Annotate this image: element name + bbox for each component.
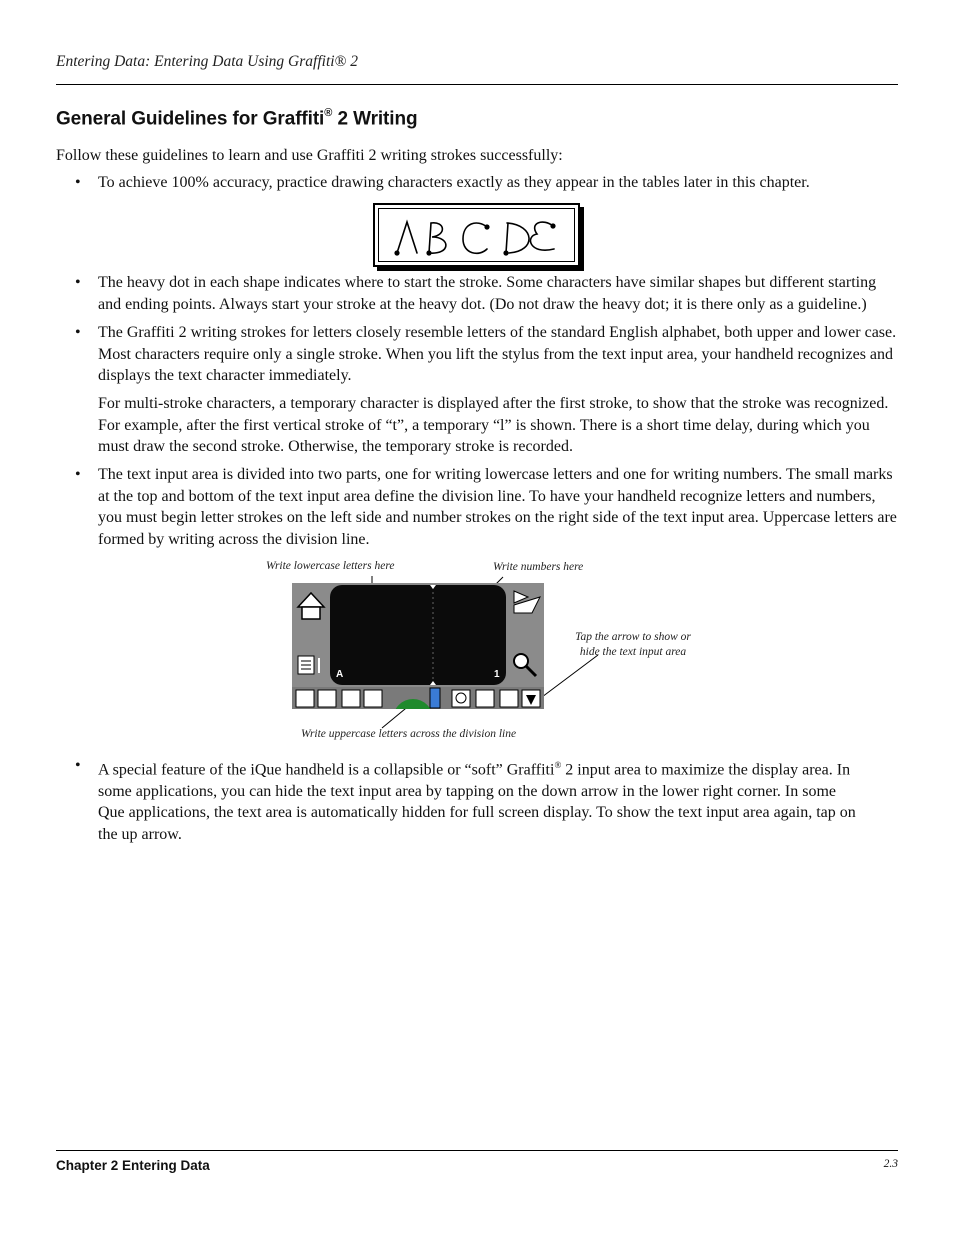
footer-chapter: Chapter 2 Entering Data [56,1158,210,1173]
bullet-marker: • [75,274,81,291]
caption-uppercase: Write uppercase letters across the division line [301,728,517,740]
caption-arrow-line1: Tap the arrow to show or [575,631,691,643]
menu-button [318,690,336,707]
graffiti-input-screen [292,583,544,709]
volume-button [500,690,518,707]
caption-lowercase: Write lowercase letters here [266,560,395,572]
registered-mark: ® [324,107,333,119]
caption-arrow-line2: hide the text input area [579,646,687,658]
bullet-marker: • [75,466,81,483]
bullet-marker: • [75,757,81,774]
bullet-input-area: The text input area is divided into two parts, one for writing lowercase letters and one for writing numbers. The small marks at the top and bottom of the text input area define the division line. To have your handheld recognize letters and numbers, you must begin letter strokes on the left side and number strokes on the right side of the text input area. Uppercase letters are formed by writing across the division line. [98,466,897,548]
favorites-button [342,690,360,707]
find-button [364,690,382,707]
section-title-end: 2 Writing [332,108,418,130]
intro-paragraph: Follow these guidelines to learn and use Graffiti 2 writing strokes successfully: [56,147,563,164]
bullet-marker: • [75,324,81,341]
multi-stroke-paragraph: For multi-stroke characters, a temporary character is displayed after the first stroke, to show that the stroke was recognized. For example, after the first vertical stroke of “t”, a temporary “l” is shown. There is a short time delay, during which you must draw the second stroke. Otherwise, the temporary stroke is recorded. [98,395,889,455]
registered-mark: ® [554,760,562,770]
bullet-strokes: The Graffiti 2 writing strokes for letters closely resemble letters of the standard English alphabet, both upper and lower case. Most characters require only a single stroke. When you lift the stylus from the text input area, your handheld recognizes and displays the text character immediately. [98,324,897,384]
home-button [296,690,314,707]
handheld-input-area [292,583,544,709]
running-header: Entering Data: Entering Data Using Graffiti® 2 [56,53,358,70]
text-input-area [330,585,506,685]
page-number: 2.3 [883,1158,898,1170]
footer-rule [56,1150,898,1151]
soft-text-1: A special feature of the iQue handheld is a collapsible or “soft” Graffiti [98,761,555,779]
letter-area-marker: A [336,669,344,680]
soft-text-2: 2 input area to maximize the display area. In some applications, you can hide the text input area by tapping on the down arrow in the lower right corner. In some Que applications, the text area is automatically hidden for full screen display. To show the text input area again, tap on the up arrow. [98,761,856,843]
bullet-heavy-dot: The heavy dot in each shape indicates where to start the stroke. Some characters have similar shapes but different starting and ending points. Always start your stroke at the heavy dot. (Do not draw the heavy dot; it is there only as a guideline.) [98,274,877,313]
number-area-marker: 1 [494,669,500,680]
bullet-soft-graffiti [98,755,864,845]
brightness-button [476,690,494,707]
bullet-marker: • [75,174,81,191]
section-title-main: General Guidelines for Graffiti [56,108,325,130]
battery-icon [430,688,440,708]
caption-numbers: Write numbers here [493,561,584,573]
bullet-accuracy: To achieve 100% accuracy, practice drawing characters exactly as they appear in the tables later in this chapter. [98,174,810,191]
